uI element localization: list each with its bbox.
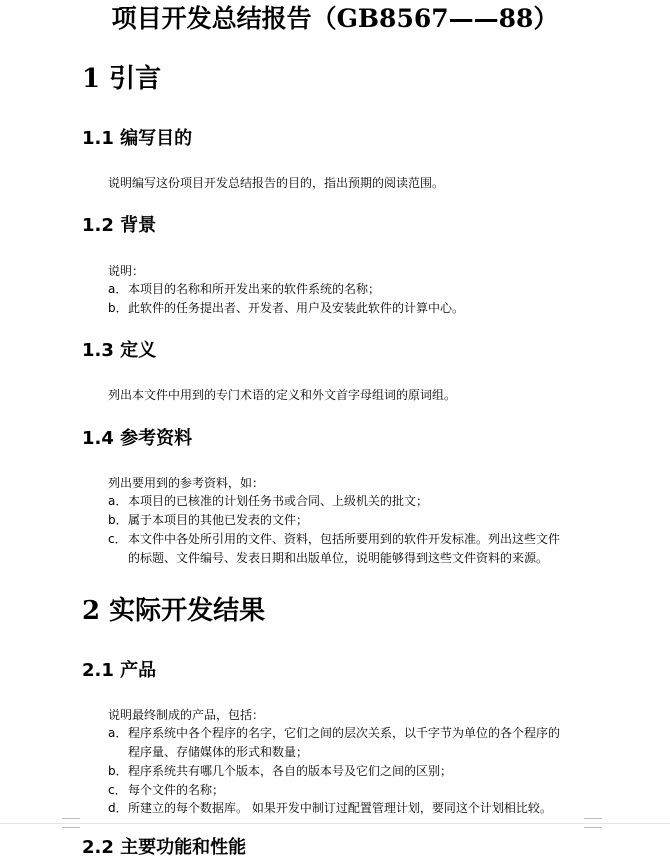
list-item-text: 所建立的每个数据库。 如果开发中制订过配置管理计划，要同这个计划相比较。 bbox=[128, 801, 552, 815]
list-marker: a． bbox=[108, 494, 128, 508]
list-marker: d． bbox=[108, 801, 128, 815]
section-1-heading: 1 引言 bbox=[82, 64, 162, 94]
list-marker: c． bbox=[108, 532, 127, 546]
section-1-2-heading: 1.2 背景 bbox=[82, 215, 157, 236]
list-marker: c． bbox=[108, 783, 127, 797]
section-1-4-heading: 1.4 参考资料 bbox=[82, 428, 193, 449]
list-marker: a． bbox=[108, 726, 128, 740]
section-2-1-intro: 说明最终制成的产品，包括： bbox=[108, 708, 265, 722]
section-2-heading: 2 实际开发结果 bbox=[82, 596, 266, 626]
section-1-4-intro: 列出要用到的参考资料，如： bbox=[108, 476, 265, 490]
list-item-text: 程序系统共有哪几个版本，各自的版本号及它们之间的区别； bbox=[128, 764, 453, 778]
section-1-3-heading: 1.3 定义 bbox=[82, 340, 157, 361]
section-1-2-intro: 说明： bbox=[108, 264, 145, 278]
section-1-3-text: 列出本文件中用到的专门术语的定义和外文首字母组词的原词组。 bbox=[108, 388, 457, 402]
list-item bbox=[108, 799, 552, 817]
list-item-continuation: 的标题、文件编号、发表日期和出版单位，说明能够得到这些文件资料的来源。 bbox=[128, 551, 549, 565]
list-item-text: 本文件中各处所引用的文件、资料，包括所要用到的软件开发标准。列出这些文件 bbox=[128, 532, 561, 546]
page-break-line bbox=[0, 823, 670, 824]
list-marker: b． bbox=[108, 764, 128, 778]
list-item bbox=[108, 492, 428, 510]
list-item bbox=[108, 299, 464, 317]
page-corner-mark-left bbox=[62, 818, 80, 828]
list-item-text: 程序系统中各个程序的名字，它们之间的层次关系，以千字节为单位的各个程序的 bbox=[128, 726, 561, 740]
list-item bbox=[108, 530, 560, 548]
list-item bbox=[108, 280, 380, 298]
document-title: 项目开发总结报告（GB8567——88） bbox=[111, 4, 559, 33]
list-marker: a． bbox=[108, 282, 128, 296]
section-1-1-heading: 1.1 编写目的 bbox=[82, 128, 193, 149]
section-1-1-text: 说明编写这份项目开发总结报告的目的，指出预期的阅读范围。 bbox=[108, 176, 445, 190]
list-item bbox=[108, 511, 308, 529]
list-item-text: 本项目的名称和所开发出来的软件系统的名称； bbox=[128, 282, 381, 296]
section-2-1-heading: 2.1 产品 bbox=[82, 660, 157, 681]
section-2-2-heading: 2.2 主要功能和性能 bbox=[82, 837, 247, 858]
list-item bbox=[108, 762, 452, 780]
list-marker: b． bbox=[108, 301, 128, 315]
list-item bbox=[108, 724, 560, 742]
list-item-text: 本项目的已核准的计划任务书或合同、上级机关的批文； bbox=[128, 494, 429, 508]
list-item-text: 此软件的任务提出者、开发者、用户及安装此软件的计算中心。 bbox=[128, 301, 465, 315]
list-item-text: 属于本项目的其他已发表的文件； bbox=[128, 513, 309, 527]
list-item-continuation: 程序量、存储媒体的形式和数量； bbox=[128, 745, 309, 759]
page-corner-mark-right bbox=[584, 818, 602, 828]
list-item-text: 每个文件的名称； bbox=[128, 783, 225, 797]
list-item bbox=[108, 781, 224, 799]
list-marker: b． bbox=[108, 513, 128, 527]
